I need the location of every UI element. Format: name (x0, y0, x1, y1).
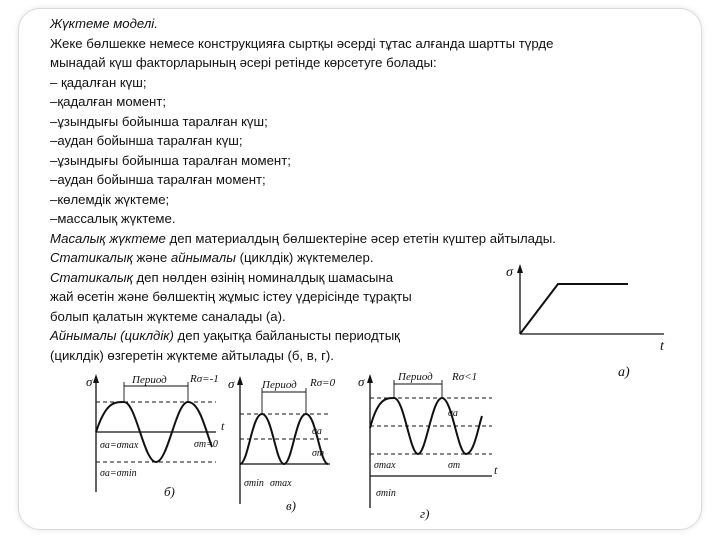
mass-load-text: деп материалдың бөлшектеріне әсер ететін күштер айтылады. (165, 230, 556, 246)
list-item: –көлемдік жүктеме; (50, 191, 170, 207)
static-def-text: деп нөлден өзінің номиналдық шамасына (132, 269, 394, 285)
classes-text: (циклдік) жүктемелер. (235, 250, 374, 265)
figure-b-symmetric-cycle (84, 372, 234, 502)
list-item: –ұзындығы бойынша таралған момент; (50, 152, 291, 168)
cycle-ratio-label: Rσ=0 (310, 377, 336, 389)
variable-definition-line-2: (циклдік) өзгеретін жүктеме айтылады (б, в, г). (50, 347, 334, 363)
mean-label: σm (312, 448, 325, 459)
min-label: σa=σmin (100, 468, 137, 479)
variable-def-term: Айнымалы (циклдік) (50, 328, 174, 343)
mass-load-definition (50, 229, 700, 249)
y-axis-arrow (367, 374, 373, 383)
static-definition-line-3: болып қалатын жүктеме саналады (а). (50, 308, 286, 324)
variable-term: айнымалы (170, 250, 236, 265)
static-term: Статикалық (50, 250, 133, 265)
max-label: σmax (374, 460, 396, 471)
figure-caption: г) (420, 506, 430, 521)
y-axis-label: σ (506, 265, 513, 280)
min-label: σmin (376, 488, 396, 499)
y-axis-arrow (237, 376, 243, 385)
figure-a-static-load (500, 262, 680, 382)
mean-label: σm=0 (194, 439, 218, 450)
list-item: – қадалған күш; (50, 74, 147, 90)
static-def-term: Статикалық (50, 269, 133, 285)
slide-title: Жүктеме моделі. (50, 16, 158, 31)
period-label: Период (262, 379, 297, 391)
list-item: –ұзындығы бойынша таралған күш; (50, 113, 268, 129)
figure-v-pulsating-cycle (226, 374, 356, 524)
y-axis-arrow (517, 264, 523, 273)
y-axis-arrow (93, 374, 99, 383)
y-axis-label: σ (358, 374, 365, 389)
intro-line-2: мынадай күш факторларының әсері ретінде көрсетуге болады: (50, 55, 437, 70)
cycle-ratio-label: Rσ<1 (452, 371, 478, 383)
amplitude-label: σa=σmax (100, 440, 139, 451)
min-label: σmin (244, 478, 264, 489)
amplitude-label: σa (448, 408, 458, 419)
figure-caption: а) (618, 365, 630, 380)
x-axis-label: t (221, 419, 225, 433)
list-item: –массалық жүктеме. (50, 211, 176, 226)
static-load-curve (520, 284, 628, 334)
conjunction: және (132, 250, 171, 265)
list-item: –аудан бойынша таралған момент; (50, 172, 266, 187)
list-item: –аудан бойынша таралған күш; (50, 133, 243, 148)
mean-label: σm (448, 460, 461, 471)
amplitude-label: σa (312, 426, 322, 437)
figure-caption: в) (286, 498, 296, 513)
cycle-ratio-label: Rσ=-1 (190, 373, 219, 385)
period-label: Период (398, 371, 433, 383)
y-axis-label: σ (86, 374, 93, 389)
figure-caption: б) (164, 484, 175, 499)
intro-line-1: Жеке бөлшекке немесе конструкцияға сыртқы әсерді тұтас алғанда шартты түрде (50, 35, 554, 51)
static-definition-line-2: жай өсетін және бөлшектің жұмыс істеу үдерісінде тұрақты (50, 289, 412, 304)
x-axis-label: t (494, 463, 498, 477)
list-item: –қадалған момент; (50, 94, 167, 109)
y-axis-label: σ (228, 376, 235, 391)
x-axis-label: t (660, 339, 664, 354)
variable-def-text: деп уақытқа байланысты периодтық (173, 328, 400, 343)
mass-load-term: Масалық жүктеме (50, 230, 166, 246)
figure-g-asymmetric-cycle (356, 368, 506, 524)
max-label: σmax (270, 478, 292, 489)
period-label: Период (132, 374, 167, 386)
